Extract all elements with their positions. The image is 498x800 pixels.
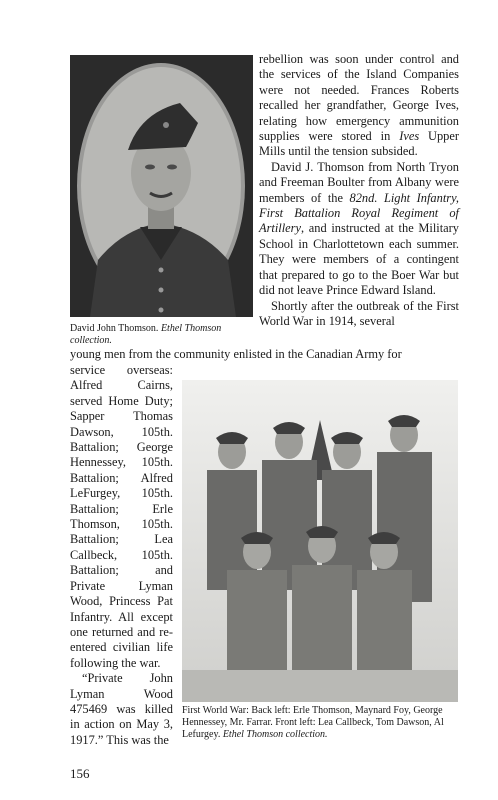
portrait-image <box>70 55 253 317</box>
group-photo-caption <box>182 705 458 741</box>
page-number: 156 <box>70 766 90 781</box>
paragraph-thomson-boulter <box>259 160 459 299</box>
portrait-caption <box>70 323 253 347</box>
full-width-text-line: young men from the community enlisted in the Canadian Army for <box>70 347 402 361</box>
paragraph-first-world-war <box>259 299 459 330</box>
paragraph-text: David J. Thomson from North Tryon and Freeman Boulter from Albany were members of the <box>259 159 459 205</box>
paragraph-service-list: service overseas: Alfred Cairns, served Home Duty; Sapper Thomas Dawson, 105th. Battalion; George Hennessey, 105th. Battalion; Alfred LeFurgey, 105th. Battalion; Erle Thomson, 105th. Battalion; Lea Callbeck, 105th. Battalion; and Private Lyman Wood, Princess Pat Infantry. All except one returned and re-entered civilian life following the war. <box>70 363 173 670</box>
left-text-column <box>70 363 173 748</box>
paragraph-italic: Ives <box>399 129 420 144</box>
paragraph-rebellion <box>259 52 459 160</box>
paragraph-text-end: , and instructed at the Military School in Charlottetown each summer. They were members of a contingent that prepared to go to the Boer War but did not leave Prince Edward Island. <box>259 221 459 298</box>
paragraph-text-end: Upper Mills until the tension subsided. <box>259 129 459 159</box>
paragraph-private-wood: “Private John Lyman Wood 475469 was killed in action on May 3, 1917.” This was the <box>70 671 173 747</box>
paragraph-italic: 82nd. Light Infantry, First Battalion Royal Regiment of Artillery <box>259 190 460 236</box>
portrait-photo-david-thomson <box>70 55 253 317</box>
group-caption-credit: Ethel Thomson collection. <box>222 729 328 740</box>
paragraph-text: rebellion was soon under control and the services of the Island Companies were not needed. Frances Roberts recalled her grandfather, George Ives, relating how emergency ammunition supplies were stored in <box>259 52 459 144</box>
group-caption-text: First World War: Back left: Erle Thomson, Maynard Foy, George Hennessey, Mr. Farrar. Front left: Lea Callbeck, Tom Dawson, Al Lefurgey. <box>182 705 444 740</box>
right-text-column <box>259 52 459 329</box>
portrait-caption-text: David John Thomson. <box>70 323 161 334</box>
portrait-caption-credit: Ethel Thomson collection. <box>70 323 222 346</box>
group-photo-image <box>182 380 458 702</box>
paragraph-text: Shortly after the outbreak of the First World War in 1914, several <box>259 298 459 328</box>
group-photo-first-world-war <box>182 380 458 702</box>
